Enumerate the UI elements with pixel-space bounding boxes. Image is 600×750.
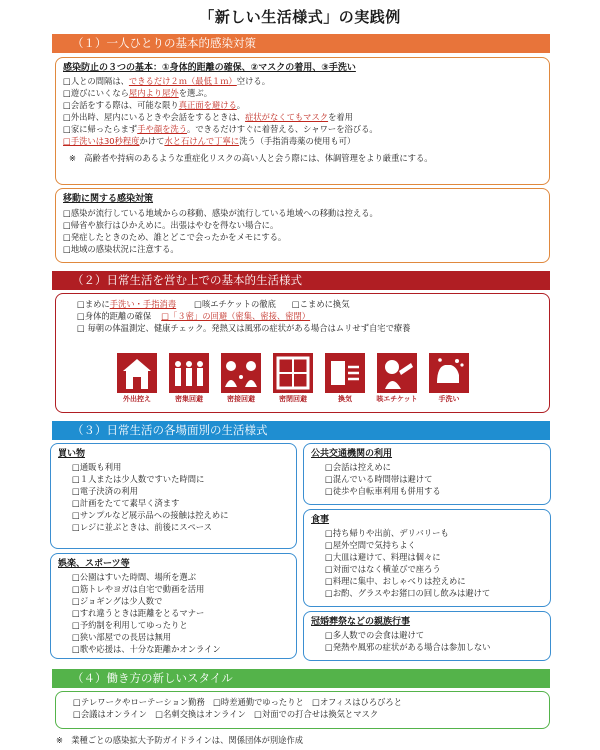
section-1-header: （１）一人ひとりの基本的感染対策 xyxy=(52,34,550,53)
list-item: □感染が流行している地域からの移動、感染が流行している地域への移動は控える。 xyxy=(63,208,378,218)
list-item: □混んでいる時間帯は避けて xyxy=(325,474,433,484)
list-item: □身体的距離の確保 □「３密」の回避（密集、密接、密閉） xyxy=(77,311,311,321)
list-item: □１人または少人数ですいた時間に xyxy=(72,474,205,484)
work-style-box xyxy=(55,691,550,729)
list-item: □対面ではなく横並びで座ろう xyxy=(325,564,441,574)
section-3-header: （３）日常生活の各場面別の生活様式 xyxy=(52,421,550,440)
list-item: □多人数での会食は避けて xyxy=(325,630,425,640)
list-item: □計画をたてて素早く済ます xyxy=(72,498,180,508)
section-4-header: （４）働き方の新しいスタイル xyxy=(52,669,550,688)
leisure-sports-title: 娯楽、スポーツ等 xyxy=(58,559,130,569)
list-item: □公園はすいた時間、場所を選ぶ xyxy=(72,572,196,582)
list-item: □外出時、屋内にいるときや会話をするときは、症状がなくてもマスクを着用 xyxy=(63,112,353,122)
list-item: □狭い部屋での長居は無用 xyxy=(72,632,172,642)
list-item: □地域の感染状況に注意する。 xyxy=(63,244,179,254)
leisure-sports-box xyxy=(50,553,297,659)
list-item: □サンプルなど展示品への接触は控えめに xyxy=(72,510,229,520)
footnote: ※ 業種ごとの感染拡大予防ガイドラインは、関係団体が別途作成 xyxy=(56,735,304,745)
list-item: □遊びにいくなら屋内より屋外を選ぶ。 xyxy=(63,88,213,98)
shopping-title: 買い物 xyxy=(58,449,86,459)
list-item: □予約制を利用してゆったりと xyxy=(72,620,188,630)
list-item: □ジョギングは少人数で xyxy=(72,596,163,606)
cough-etiquette-icon: 咳エチケット xyxy=(376,353,418,404)
list-item: □歌や応援は、十分な距離かオンライン xyxy=(72,644,221,654)
travel-measures-title: 移動に関する感染対策 xyxy=(63,194,154,204)
list-item: □発熱や風邪の症状がある場合は参加しない xyxy=(325,642,491,652)
list-item: □人との間隔は、できるだけ２ｍ（最低１ｍ）空ける。 xyxy=(63,76,270,86)
list-item: □会話をする際は、可能な限り真正面を避ける。 xyxy=(63,100,246,110)
meals-title: 食事 xyxy=(311,515,330,525)
public-transit-title: 公共交通機関の利用 xyxy=(311,449,393,459)
ventilation-icon: 換気 xyxy=(324,353,366,404)
list-item: □会話は控えめに xyxy=(325,462,391,472)
list-item: □お酌、グラスやお猪口の回し飲みは避けて xyxy=(325,588,491,598)
basic-infection-measures-box xyxy=(55,57,550,185)
avoid-crowding-icon: 密集回避 xyxy=(168,353,210,404)
travel-measures-box xyxy=(55,188,550,263)
basic-measures-title: 感染防止の３つの基本：①身体的距離の確保、②マスクの着用、③手洗い xyxy=(63,63,356,73)
section-2-header: （２）日常生活を営む上での基本的生活様式 xyxy=(52,271,550,290)
list-item: □通販も利用 xyxy=(72,462,122,472)
list-item: □テレワークやローテーション勤務 □時差通勤でゆったりと □オフィスはひろびろと xyxy=(73,697,403,707)
list-item: □徒歩や自転車利用も併用する xyxy=(325,486,441,496)
list-item: □屋外空間で気持ちよく xyxy=(325,540,416,550)
page-title: 「新しい生活様式」の実践例 xyxy=(199,8,401,26)
note-text: ※ 高齢者や持病のあるような重症化リスクの高い人と会う際には、体調管理をより厳重にする。 xyxy=(69,153,433,163)
list-item: □すれ違うときは距離をとるマナー xyxy=(72,608,205,618)
shopping-box xyxy=(50,443,297,549)
avoid-closed-space-icon: 密閉回避 xyxy=(272,353,314,404)
ceremony-title: 冠婚葬祭などの親族行事 xyxy=(311,617,411,627)
list-item: □家に帰ったらまず手や顔を洗う。できるだけすぐに着替える、シャワーを浴びる。 xyxy=(63,124,378,134)
list-item: □発症したときのため、誰とどこで会ったかをメモにする。 xyxy=(63,232,287,242)
list-item: □ 毎朝の体温測定、健康チェック。発熱又は風邪の症状がある場合はムリせず自宅で療養 xyxy=(77,323,411,333)
public-transit-box xyxy=(303,443,551,505)
avoid-close-contact-icon: 密接回避 xyxy=(220,353,262,404)
meals-box xyxy=(303,509,551,607)
list-item: □持ち帰りや出前、デリバリーも xyxy=(325,528,449,538)
list-item: □手洗いは30秒程度かけて水と石けんで丁寧に洗う（手指消毒薬の使用も可） xyxy=(63,136,356,146)
list-item: □料理に集中、おしゃべりは控えめに xyxy=(325,576,466,586)
list-item: □レジに並ぶときは、前後にスペース xyxy=(72,522,212,532)
hand-washing-icon: 手洗い xyxy=(428,353,470,404)
going-out-restraint-icon: 外出控え xyxy=(116,353,158,404)
list-item: □まめに手洗い・手指消毒 □咳エチケットの徹底 □こまめに換気 xyxy=(77,299,350,309)
list-item: □電子決済の利用 xyxy=(72,486,138,496)
list-item: □帰省や旅行はひかえめに。出張はやむを得ない場合に。 xyxy=(63,220,279,230)
ceremony-box xyxy=(303,611,551,661)
lifestyle-icons-row xyxy=(116,353,476,411)
list-item: □筋トレやヨガは自宅で動画を活用 xyxy=(72,584,205,594)
list-item: □大皿は避けて、料理は個々に xyxy=(325,552,441,562)
list-item: □会議はオンライン □名刺交換はオンライン □対面での打合せは換気とマスク xyxy=(73,709,379,719)
